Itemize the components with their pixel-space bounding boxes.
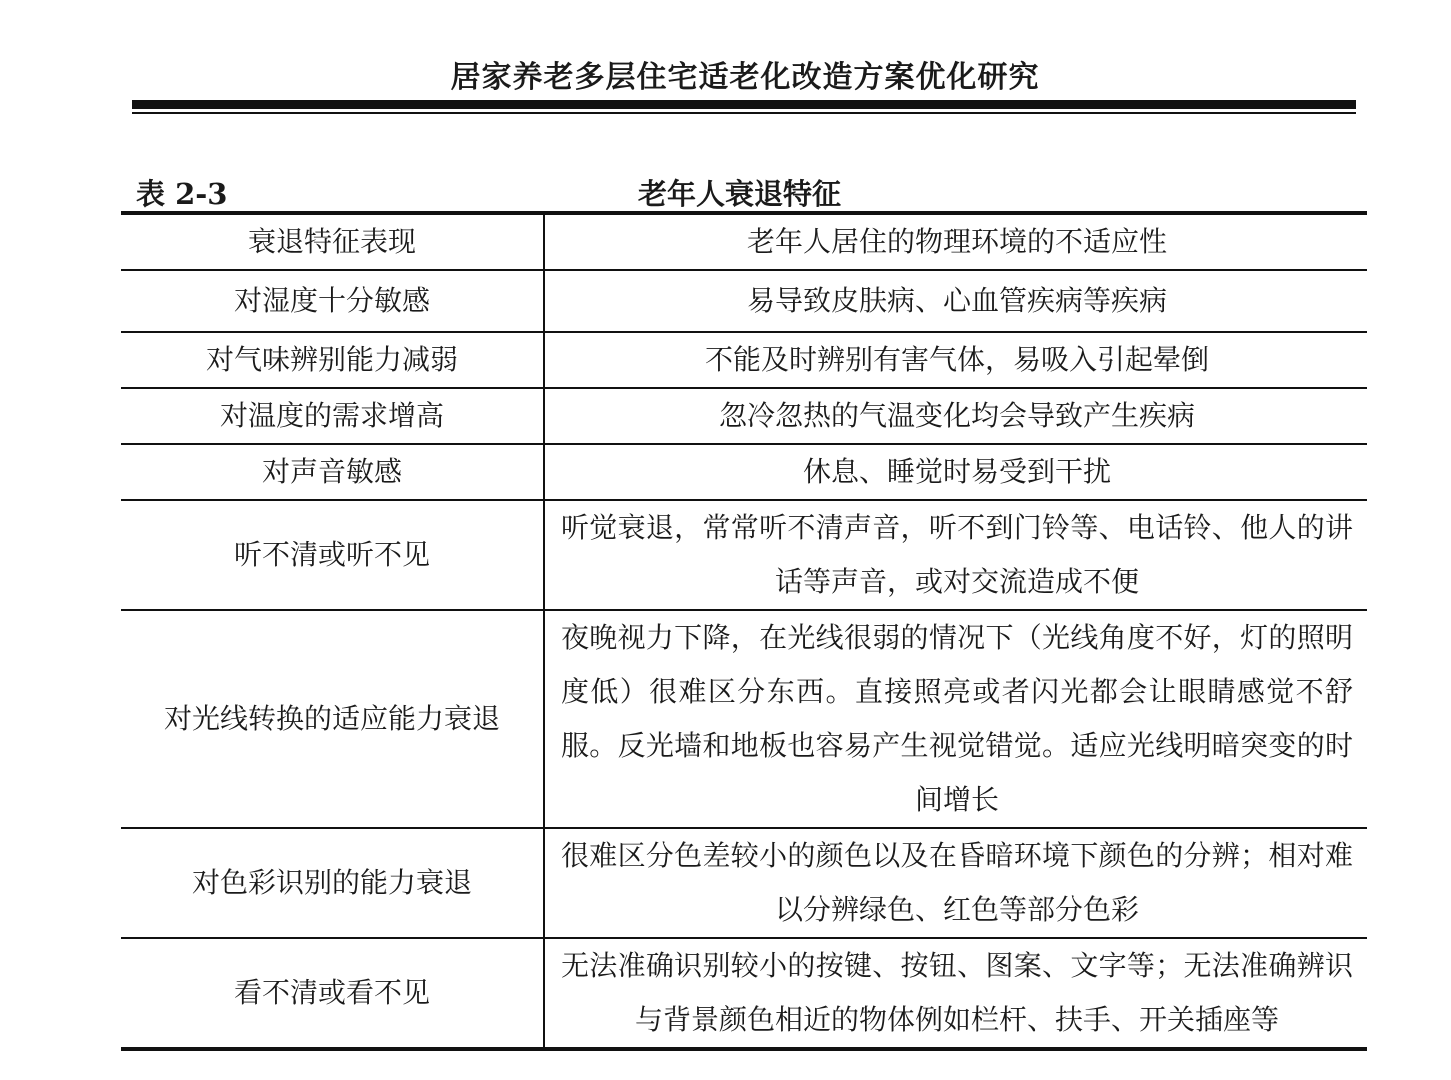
row-effect: 不能及时辨别有害气体，易吸入引起晕倒 bbox=[544, 332, 1367, 388]
table-row bbox=[121, 938, 1367, 1049]
header-effect: 老年人居住的物理环境的不适应性 bbox=[544, 213, 1367, 270]
table-header-row bbox=[121, 213, 1367, 270]
table-row bbox=[121, 610, 1367, 828]
table-row bbox=[121, 500, 1367, 610]
table-row bbox=[121, 828, 1367, 938]
table-row bbox=[121, 388, 1367, 444]
row-effect: 忽冷忽热的气温变化均会导致产生疾病 bbox=[544, 388, 1367, 444]
table-caption-title: 老年人衰退特征 bbox=[638, 177, 842, 211]
table-row bbox=[121, 332, 1367, 388]
row-effect: 易导致皮肤病、心血管疾病等疾病 bbox=[544, 270, 1367, 332]
decline-features-table bbox=[121, 211, 1367, 1051]
row-feature: 对温度的需求增高 bbox=[121, 388, 544, 444]
row-feature: 对光线转换的适应能力衰退 bbox=[121, 610, 544, 828]
row-effect: 听觉衰退，常常听不清声音，听不到门铃等、电话铃、他人的讲话等声音，或对交流造成不便 bbox=[544, 500, 1367, 610]
row-feature: 对声音敏感 bbox=[121, 444, 544, 500]
row-feature: 对色彩识别的能力衰退 bbox=[121, 828, 544, 938]
running-header: 居家养老多层住宅适老化改造方案优化研究 bbox=[450, 60, 1040, 95]
row-feature: 对湿度十分敏感 bbox=[121, 270, 544, 332]
row-effect: 无法准确识别较小的按键、按钮、图案、文字等；无法准确辨识与背景颜色相近的物体例如栏杆、扶手、开关插座等 bbox=[544, 938, 1367, 1049]
table-row bbox=[121, 444, 1367, 500]
header-feature: 衰退特征表现 bbox=[121, 213, 544, 270]
header-rule-thick bbox=[132, 100, 1356, 109]
table-caption-label: 表 2-3 bbox=[136, 177, 228, 211]
row-effect: 很难区分色差较小的颜色以及在昏暗环境下颜色的分辨；相对难以分辨绿色、红色等部分色彩 bbox=[544, 828, 1367, 938]
row-feature: 看不清或看不见 bbox=[121, 938, 544, 1049]
table-row bbox=[121, 270, 1367, 332]
row-feature: 对气味辨别能力减弱 bbox=[121, 332, 544, 388]
row-feature: 听不清或听不见 bbox=[121, 500, 544, 610]
row-effect: 休息、睡觉时易受到干扰 bbox=[544, 444, 1367, 500]
header-rule-thin bbox=[132, 112, 1356, 114]
row-effect: 夜晚视力下降，在光线很弱的情况下（光线角度不好，灯的照明度低）很难区分东西。直接照亮或者闪光都会让眼睛感觉不舒服。反光墙和地板也容易产生视觉错觉。适应光线明暗突变的时间增长 bbox=[544, 610, 1367, 828]
